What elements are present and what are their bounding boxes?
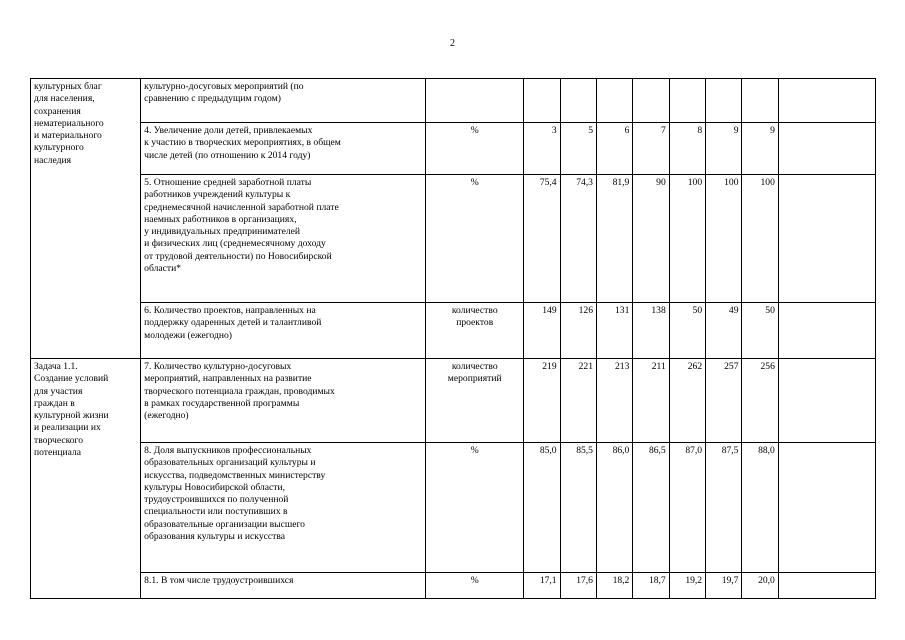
table-row bbox=[31, 303, 876, 359]
empty-cell bbox=[778, 123, 875, 175]
value-cell: 50 bbox=[669, 303, 705, 359]
unit-cell: количество мероприятий bbox=[426, 359, 524, 443]
indicator-cell: культурно-досуговых мероприятий (по сравнению с предыдущим годом) bbox=[141, 79, 426, 123]
value-cell: 100 bbox=[669, 175, 705, 303]
unit-cell bbox=[426, 79, 524, 123]
table-row bbox=[31, 573, 876, 599]
value-cell: 256 bbox=[742, 359, 778, 443]
value-cell: 221 bbox=[560, 359, 596, 443]
task-cell: культурных благ для населения, сохранения нематериального и материального культурного наследия bbox=[31, 79, 141, 359]
value-cell bbox=[560, 79, 596, 123]
value-cell: 126 bbox=[560, 303, 596, 359]
value-cell: 75,4 bbox=[524, 175, 560, 303]
value-cell: 74,3 bbox=[560, 175, 596, 303]
unit-cell: % bbox=[426, 175, 524, 303]
value-cell: 18,7 bbox=[633, 573, 669, 599]
value-cell: 50 bbox=[742, 303, 778, 359]
empty-cell bbox=[778, 573, 875, 599]
value-cell bbox=[669, 79, 705, 123]
table-row bbox=[31, 359, 876, 443]
value-cell: 20,0 bbox=[742, 573, 778, 599]
indicator-cell: 8. Доля выпускников профессиональных образовательных организаций культуры и искусства, подведомственных министерству культуры Новосибирской области, трудоустроившихся по полученной специальности или поступивших в образовательные организации высшего образования культуры и искусства bbox=[141, 443, 426, 573]
empty-cell bbox=[778, 359, 875, 443]
value-cell: 211 bbox=[633, 359, 669, 443]
indicators-table bbox=[30, 78, 876, 599]
value-cell: 90 bbox=[633, 175, 669, 303]
value-cell: 86,0 bbox=[596, 443, 632, 573]
value-cell: 100 bbox=[742, 175, 778, 303]
empty-cell bbox=[778, 443, 875, 573]
value-cell bbox=[596, 79, 632, 123]
unit-cell: % bbox=[426, 573, 524, 599]
value-cell: 88,0 bbox=[742, 443, 778, 573]
value-cell: 85,5 bbox=[560, 443, 596, 573]
value-cell: 86,5 bbox=[633, 443, 669, 573]
value-cell bbox=[706, 79, 742, 123]
value-cell: 19,2 bbox=[669, 573, 705, 599]
indicator-cell: 5. Отношение средней заработной платы работников учреждений культуры к среднемесячной начисленной заработной плате наемных работников в организациях, у индивидуальных предпринимателей и физических лиц (среднемесячному доходу от трудовой деятельности) по Новосибирской области* bbox=[141, 175, 426, 303]
value-cell: 138 bbox=[633, 303, 669, 359]
value-cell: 9 bbox=[742, 123, 778, 175]
value-cell bbox=[633, 79, 669, 123]
value-cell: 7 bbox=[633, 123, 669, 175]
value-cell: 85,0 bbox=[524, 443, 560, 573]
indicator-cell: 4. Увеличение доли детей, привлекаемых к участию в творческих мероприятиях, в общем числе детей (по отношению к 2014 году) bbox=[141, 123, 426, 175]
unit-cell: % bbox=[426, 443, 524, 573]
value-cell: 6 bbox=[596, 123, 632, 175]
value-cell: 131 bbox=[596, 303, 632, 359]
unit-cell: % bbox=[426, 123, 524, 175]
value-cell: 262 bbox=[669, 359, 705, 443]
value-cell: 219 bbox=[524, 359, 560, 443]
value-cell: 8 bbox=[669, 123, 705, 175]
value-cell bbox=[524, 79, 560, 123]
value-cell: 19,7 bbox=[706, 573, 742, 599]
value-cell: 17,1 bbox=[524, 573, 560, 599]
table-row bbox=[31, 175, 876, 303]
value-cell: 3 bbox=[524, 123, 560, 175]
value-cell: 87,0 bbox=[669, 443, 705, 573]
value-cell: 5 bbox=[560, 123, 596, 175]
value-cell: 87,5 bbox=[706, 443, 742, 573]
value-cell: 100 bbox=[706, 175, 742, 303]
empty-cell bbox=[778, 175, 875, 303]
indicator-cell: 7. Количество культурно-досуговых мероприятий, направленных на развитие творческого потенциала граждан, проводимых в рамках государственной программы (ежегодно) bbox=[141, 359, 426, 443]
page-number: 2 bbox=[450, 38, 455, 49]
table-row bbox=[31, 79, 876, 123]
value-cell: 18,2 bbox=[596, 573, 632, 599]
table-row bbox=[31, 123, 876, 175]
task-cell: Задача 1.1. Создание условий для участия граждан в культурной жизни и реализации их творческого потенциала bbox=[31, 359, 141, 599]
value-cell: 17,6 bbox=[560, 573, 596, 599]
table-row bbox=[31, 443, 876, 573]
value-cell bbox=[742, 79, 778, 123]
empty-cell bbox=[778, 79, 875, 123]
value-cell: 49 bbox=[706, 303, 742, 359]
value-cell: 213 bbox=[596, 359, 632, 443]
indicator-cell: 8.1. В том числе трудоустроившихся bbox=[141, 573, 426, 599]
value-cell: 257 bbox=[706, 359, 742, 443]
value-cell: 9 bbox=[706, 123, 742, 175]
indicator-cell: 6. Количество проектов, направленных на поддержку одаренных детей и талантливой молодежи (ежегодно) bbox=[141, 303, 426, 359]
unit-cell: количество проектов bbox=[426, 303, 524, 359]
empty-cell bbox=[778, 303, 875, 359]
value-cell: 81,9 bbox=[596, 175, 632, 303]
value-cell: 149 bbox=[524, 303, 560, 359]
table-body bbox=[31, 79, 876, 599]
